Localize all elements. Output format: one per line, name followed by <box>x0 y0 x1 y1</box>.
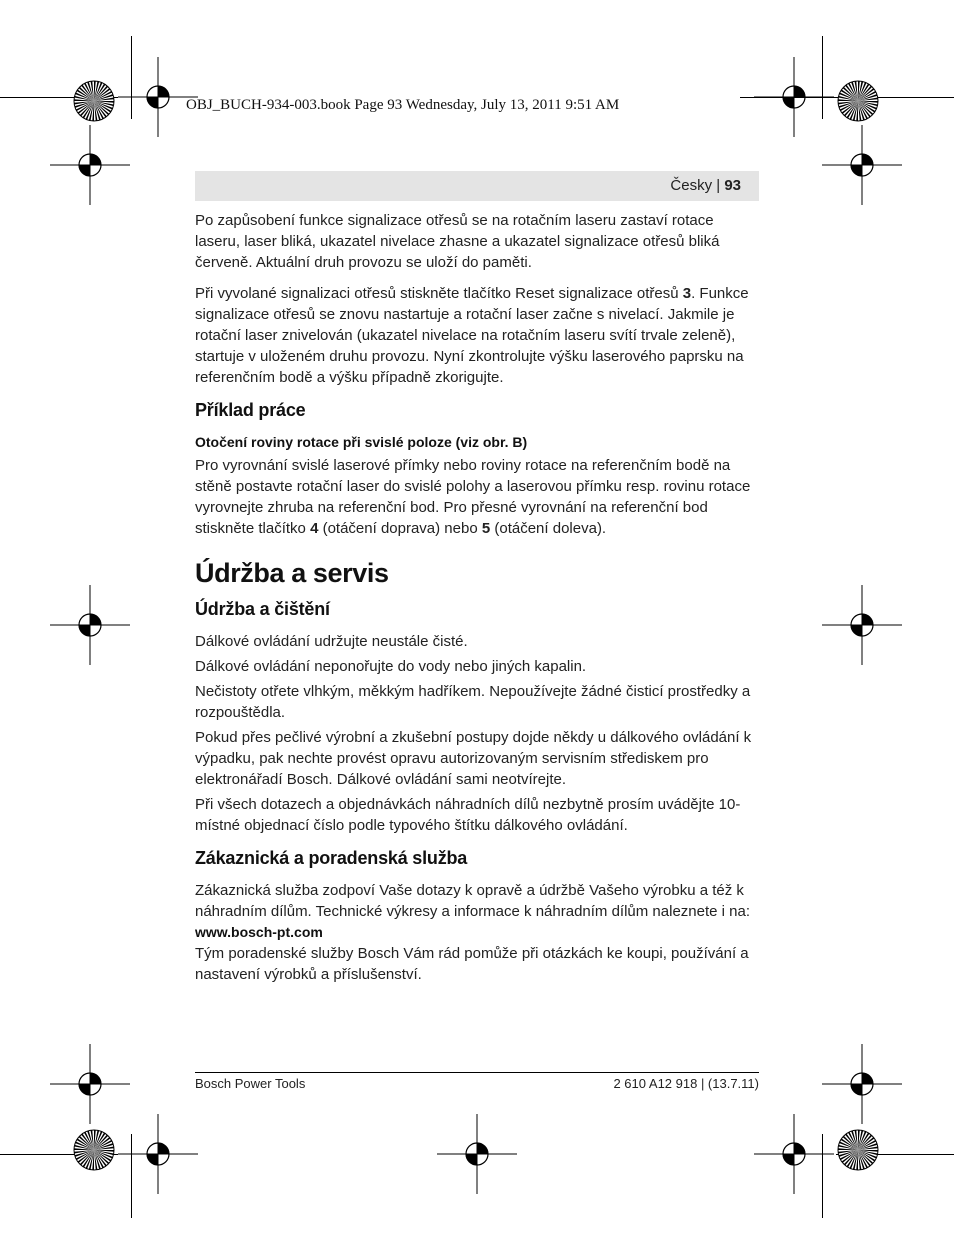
registration-mark-icon <box>754 1114 834 1194</box>
running-header <box>195 171 759 201</box>
rosette-mark-icon <box>73 1129 115 1171</box>
reference-number: 4 <box>310 520 319 537</box>
website-link[interactable]: www.bosch-pt.com <box>195 924 323 940</box>
footer-rule <box>195 1072 759 1073</box>
paragraph: Dálkové ovládání neponořujte do vody nebo jiných kapalin. <box>195 658 587 675</box>
section-heading: Údržba a čištění <box>195 599 330 619</box>
text-run: Pro vyrovnání svislé laserové přímky nebo roviny rotace na referenčním bodě na stěně postavte rotační laser do svislé polohy a laserovou přímku resp. rovinu rotace vyrovnejte zhruba na referenční bod. Pro přesné vyrovnání na referenční bod stiskněte tlačítko <box>195 457 751 537</box>
header-text: Česky | 93 <box>670 177 741 194</box>
paragraph: Dálkové ovládání udržujte neustále čisté. <box>195 633 468 650</box>
registration-mark-icon <box>118 1114 198 1194</box>
rosette-mark-icon <box>837 1129 879 1171</box>
footer-brand: Bosch Power Tools <box>195 1076 306 1091</box>
paragraph: Zákaznická služba zodpoví Vaše dotazy k opravě a údržbě Vašeho výrobku a též k náhradním dílům. Technické výkresy a informace k náhradním dílům naleznete i na: <box>195 882 750 920</box>
registration-mark-icon <box>822 125 902 205</box>
paragraph: Pokud přes pečlivé výrobní a zkušební postupy dojde někdy u dálkového ovládání k výpadku, pak nechte provést opravu autorizovaným servisním střediskem pro elektronářadí Bosch. Dálkové ovládání sami neotvírejte. <box>195 729 752 788</box>
subsection-heading: Otočení roviny rotace při svislé poloze (viz obr. B) <box>195 434 528 450</box>
text-run: (otáčení doleva). <box>490 520 607 537</box>
registration-mark-icon <box>822 1044 902 1124</box>
text-run: Při vyvolané signalizaci otřesů stiskněte tlačítko Reset signalizace otřesů <box>195 285 683 302</box>
page-number: 93 <box>724 177 741 194</box>
section-heading: Příklad práce <box>195 400 306 420</box>
reference-number: 3 <box>682 285 692 302</box>
paragraph <box>195 455 761 539</box>
footer-doc-number: 2 610 A12 918 | (13.7.11) <box>613 1076 759 1091</box>
paragraph <box>195 283 761 388</box>
registration-mark-icon <box>822 585 902 665</box>
section-heading: Zákaznická a poradenská služba <box>195 848 468 868</box>
registration-mark-icon <box>50 125 130 205</box>
print-info: OBJ_BUCH-934-003.book Page 93 Wednesday, July 13, 2011 9:51 AM <box>186 97 620 113</box>
paragraph: Tým poradenské služby Bosch Vám rád pomůže při otázkách ke koupi, používání a nastavení výrobků a příslušenství. <box>195 945 749 983</box>
rosette-mark-icon <box>73 80 115 122</box>
header-language: Česky <box>670 177 713 194</box>
rosette-mark-icon <box>837 80 879 122</box>
registration-mark-icon <box>50 585 130 665</box>
page-content <box>195 210 761 995</box>
text-run: . Funkce signalizace otřesů se znovu nastartuje a rotační laser začne s nivelací. Jakmile je rotační laser znivelován (ukazatel nivelace na rotačním laseru svítí trvale zeleně), startuje v uloženém druhu provozu. Nyní zkontrolujte výšku laserového paprsku na referenčním bodě a výšku případně zkorigujte. <box>195 285 749 386</box>
paragraph: Po zapůsobení funkce signalizace otřesů se na rotačním laseru zastaví rotace laseru, laser bliká, ukazatel nivelace zhasne a ukazatel signalizace otřesů bliká červeně. Aktuální druh provozu se uloží do paměti. <box>195 212 720 271</box>
text-run: (otáčení doprava) nebo <box>318 520 482 537</box>
chapter-title: Údržba a servis <box>195 558 389 588</box>
registration-mark-icon <box>437 1114 517 1194</box>
registration-mark-icon <box>50 1044 130 1124</box>
reference-number: 5 <box>481 520 491 537</box>
paragraph: Nečistoty otřete vlhkým, měkkým hadříkem. Nepoužívejte žádné čisticí prostředky a rozpouštědla. <box>195 683 751 721</box>
paragraph: Při všech dotazech a objednávkách náhradních dílů nezbytně prosím uvádějte 10-místné objednací číslo podle typového štítku dálkového ovládání. <box>195 796 741 834</box>
